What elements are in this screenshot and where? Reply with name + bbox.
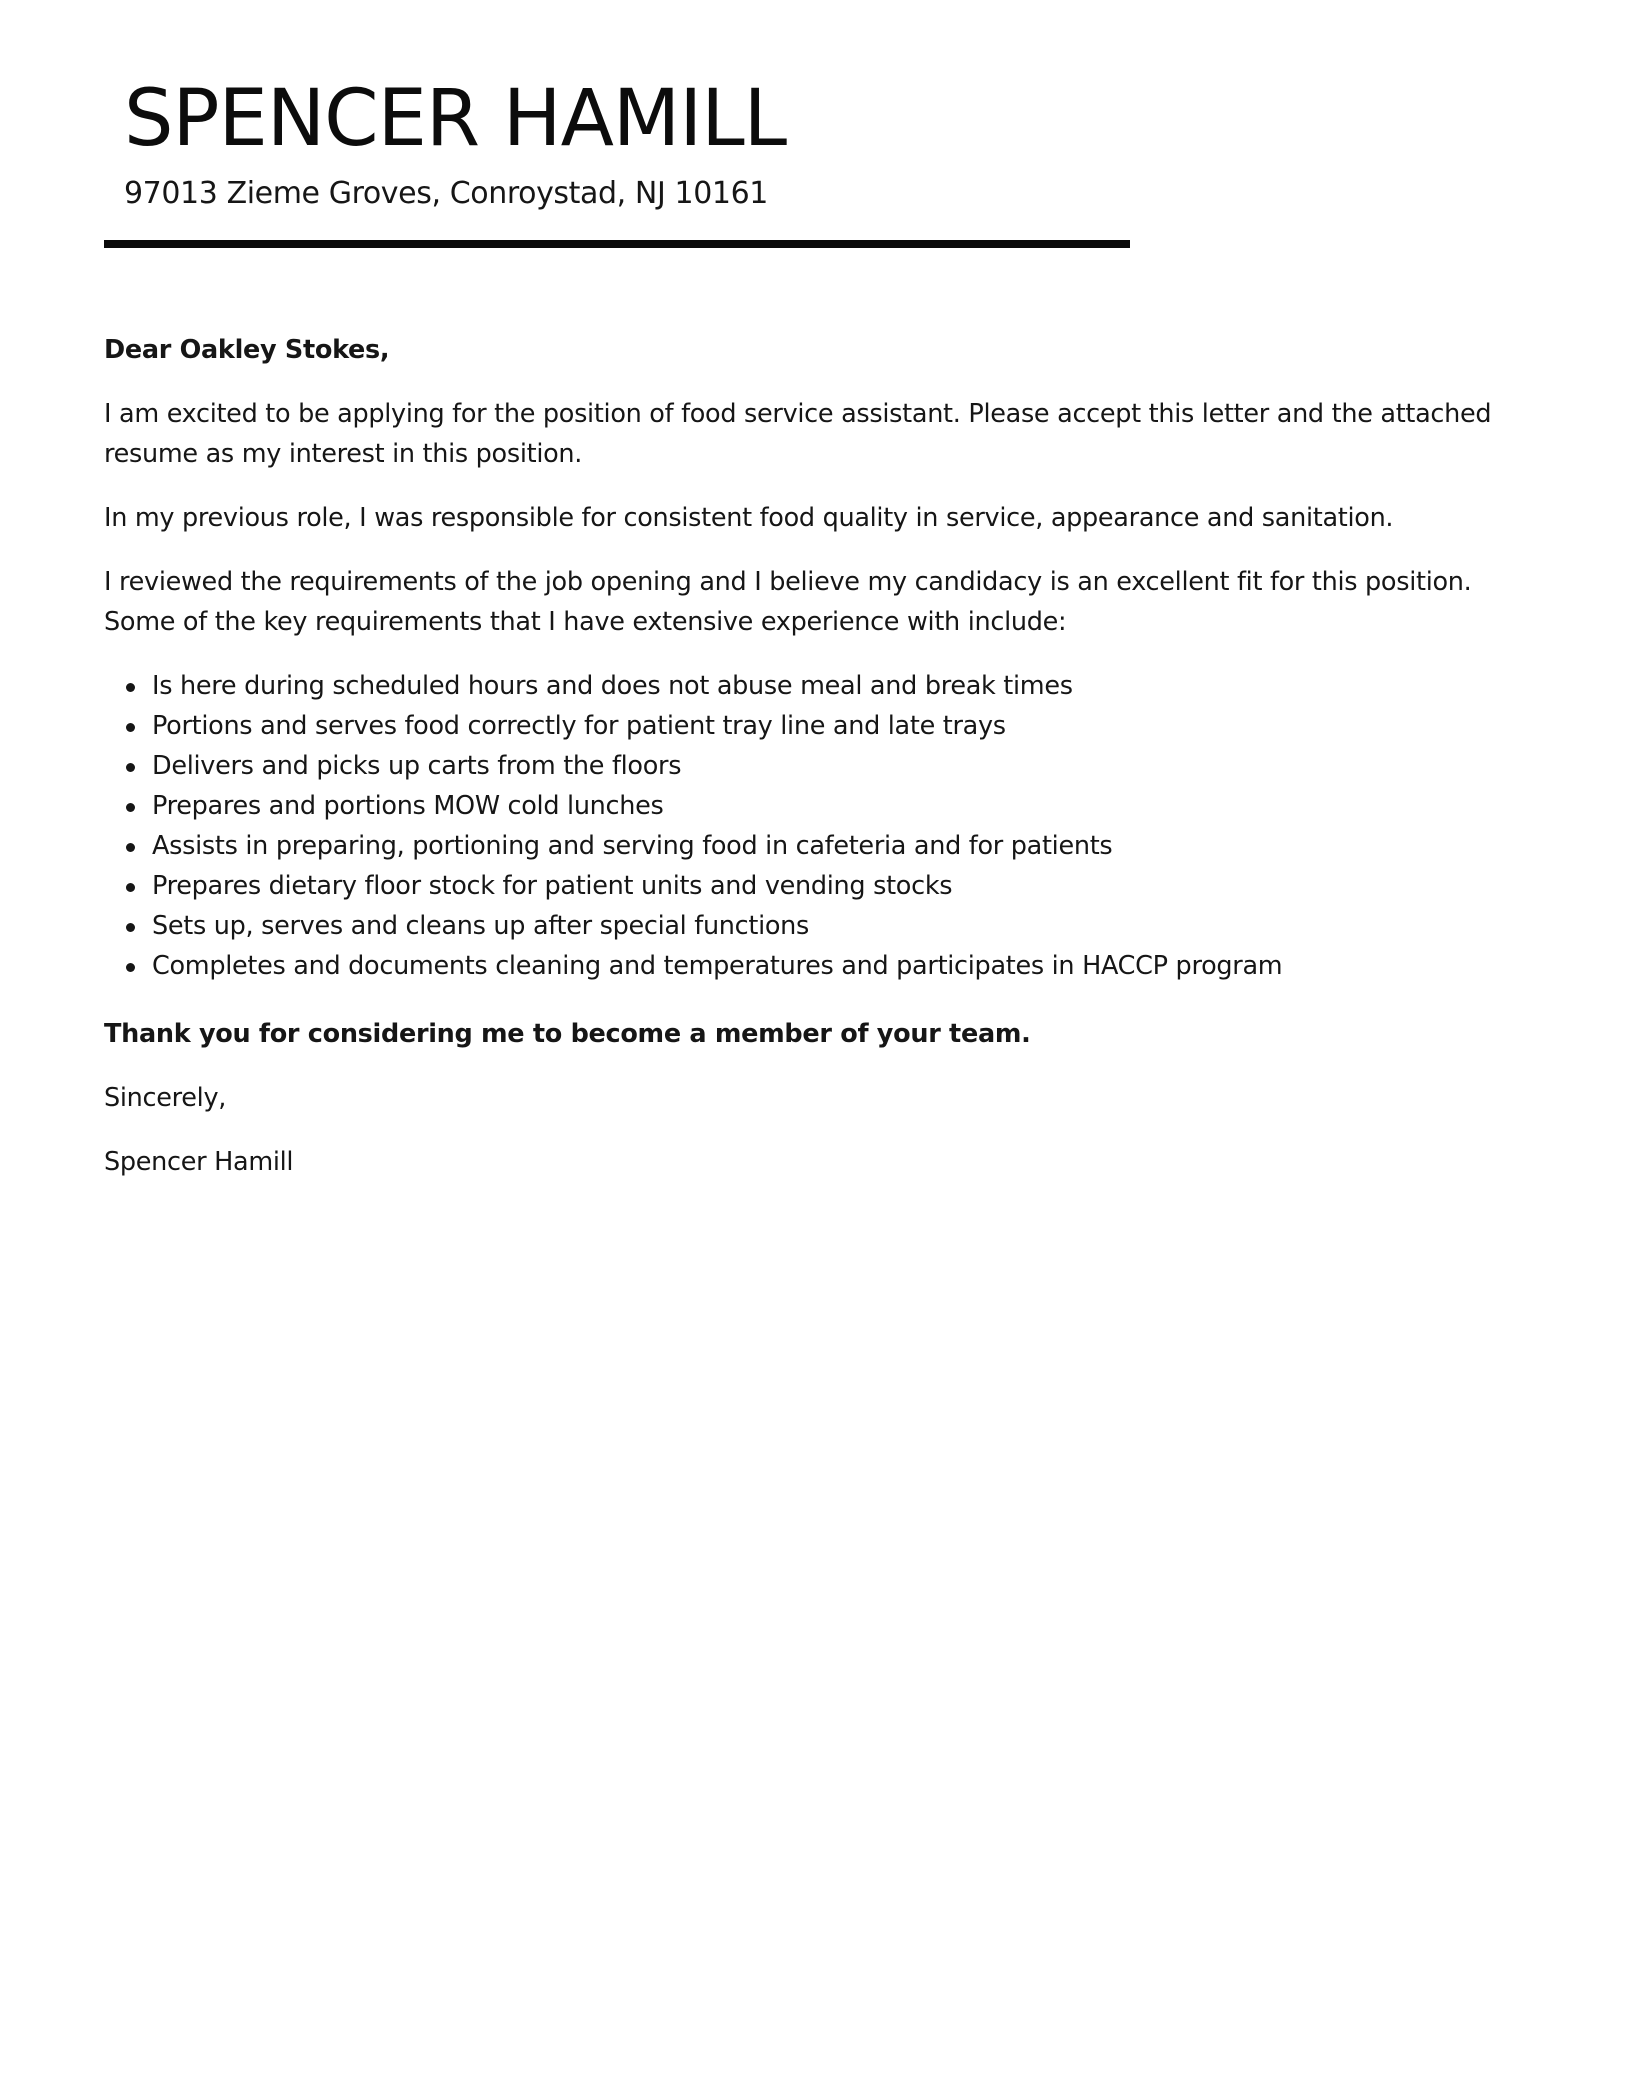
list-item-text: Is here during scheduled hours and does not abuse meal and break times (152, 671, 1073, 701)
requirements-intro-paragraph: I reviewed the requirements of the job opening and I believe my candidacy is an excellent fit for this position. Some of the key requirements that I have extensive experience with include: (104, 567, 1472, 637)
list-item-text: Assists in preparing, portioning and serving food in cafeteria and for patients (152, 831, 1113, 861)
signature-name: Spencer Hamill (104, 1147, 294, 1177)
letter-header (104, 64, 1134, 214)
bullet-icon (126, 843, 135, 852)
salutation: Dear Oakley Stokes, (104, 335, 390, 365)
list-item-text: Sets up, serves and cleans up after special functions (152, 911, 810, 941)
bullet-icon (126, 803, 135, 812)
list-item-text: Portions and serves food correctly for patient tray line and late trays (152, 711, 1006, 741)
closing-line: Thank you for considering me to become a member of your team. (104, 1019, 1031, 1049)
list-item-text: Prepares dietary floor stock for patient units and vending stocks (152, 871, 953, 901)
list-item (152, 666, 1544, 706)
requirements-list (104, 666, 1544, 986)
bullet-icon (126, 763, 135, 772)
previous-role-paragraph: In my previous role, I was responsible for consistent food quality in service, appearance and sanitation. (104, 503, 1394, 533)
applicant-address: 97013 Zieme Groves, Conroystad, NJ 10161 (124, 176, 768, 211)
bullet-icon (126, 963, 135, 972)
list-item-text: Delivers and picks up carts from the floors (152, 751, 682, 781)
header-divider (104, 240, 1130, 248)
bullet-icon (126, 723, 135, 732)
list-item-text: Prepares and portions MOW cold lunches (152, 791, 664, 821)
list-item (152, 866, 1544, 906)
bullet-icon (126, 683, 135, 692)
list-item (152, 826, 1544, 866)
list-item (152, 706, 1544, 746)
bullet-icon (126, 883, 135, 892)
intro-paragraph: I am excited to be applying for the position of food service assistant. Please accept this letter and the attached resume as my interest in this position. (104, 399, 1492, 469)
list-item (152, 946, 1544, 986)
list-item (152, 746, 1544, 786)
list-item (152, 906, 1544, 946)
bullet-icon (126, 923, 135, 932)
list-item-text: Completes and documents cleaning and temperatures and participates in HACCP program (152, 951, 1283, 981)
signoff: Sincerely, (104, 1083, 227, 1113)
applicant-name: SPENCER HAMILL (124, 74, 787, 164)
list-item (152, 786, 1544, 826)
letter-body (104, 330, 1544, 1206)
